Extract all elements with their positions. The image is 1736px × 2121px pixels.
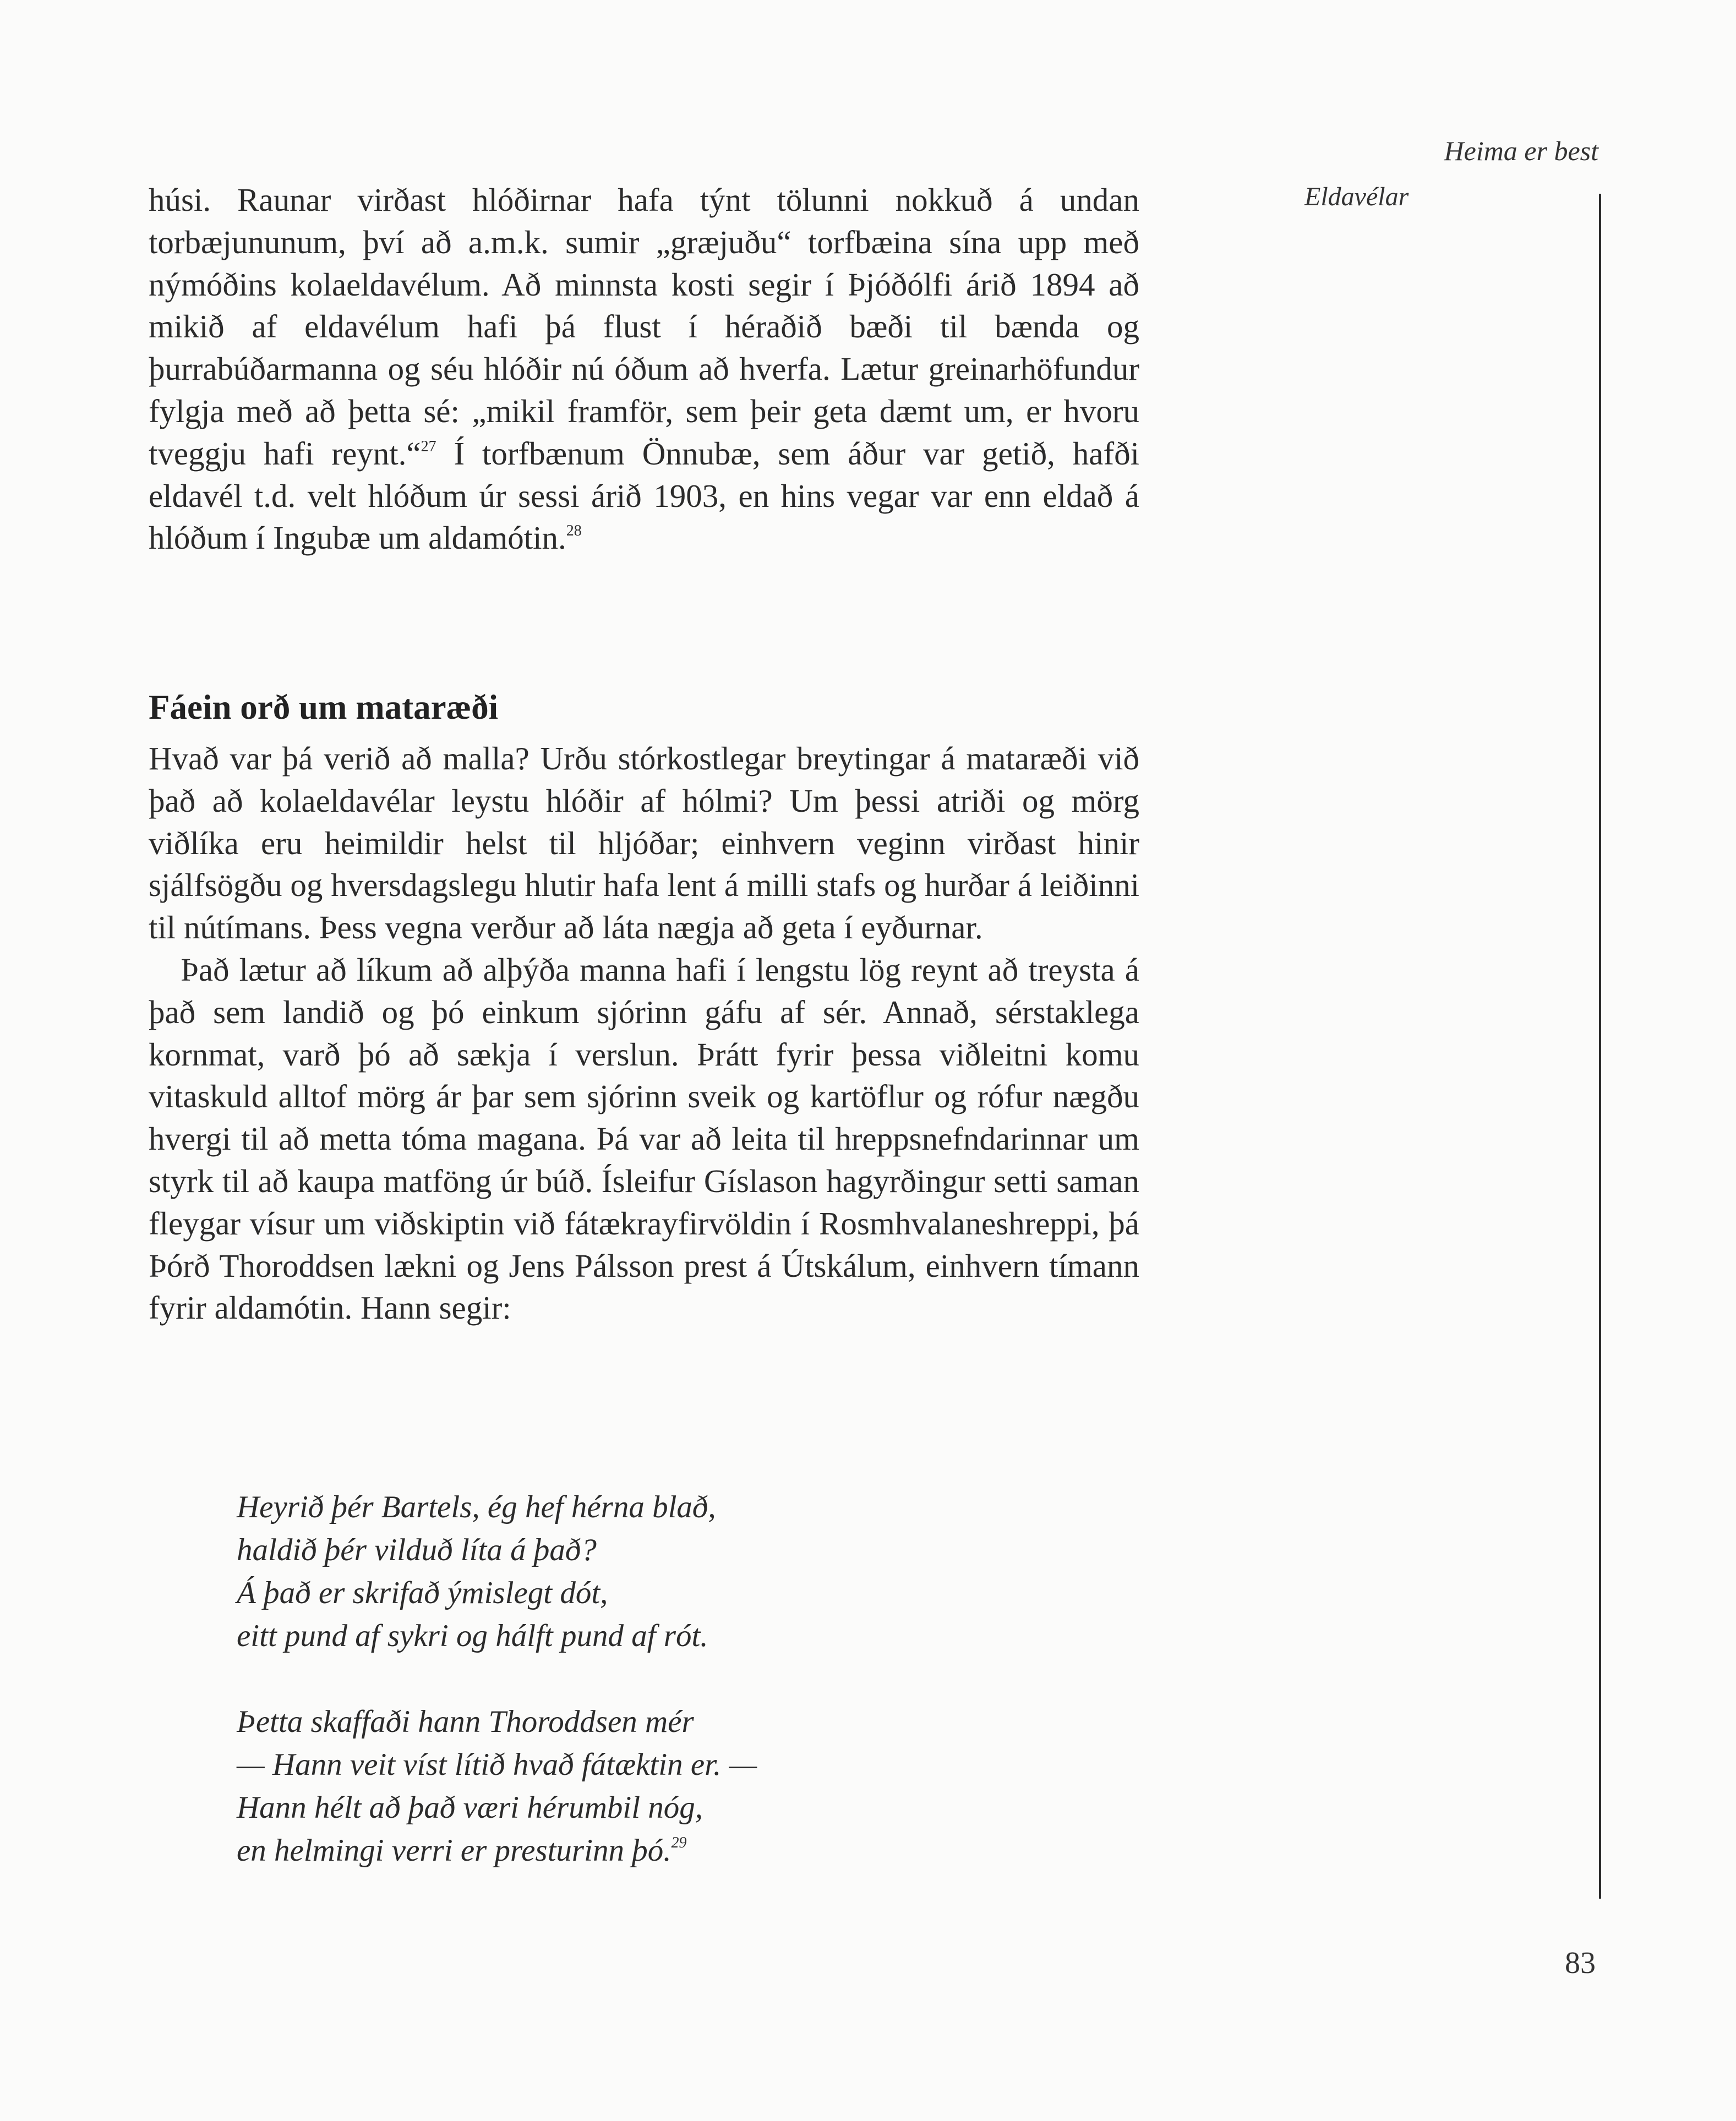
section-paragraph-1: Hvað var þá verið að malla? Urðu stórkostlegar breytingar á mataræði við það að kolaeldavélar leystu hlóðir af hólmi? Um þessi atriði og mörg viðlíka eru heimildir helst til hljóðar; einhvern veginn virðast hinir sjálfsögðu og hversdagslegu hlutir hafa lent á milli stafs og hurðar á leiðinni til nútímans. Þess vegna verður að láta nægja að geta í eyðurnar. xyxy=(149,740,1139,946)
page-number: 83 xyxy=(1565,1946,1596,1980)
footnote-ref-28: 28 xyxy=(566,522,582,540)
verse-line: Heyrið þér Bartels, ég hef hérna blað, xyxy=(237,1490,716,1524)
margin-rule xyxy=(1599,194,1601,1899)
paragraph-text-continued: Í torfbænum Önnubæ, sem áður var getið, hafði eldavél t.d. velt hlóðum úr sessi árið 1903, en hins vegar var enn eldað á hlóðum í Ingubæ um aldamótin. xyxy=(149,435,1139,556)
section-mataraedi xyxy=(149,682,1139,1329)
verse-stanza-2 xyxy=(237,1701,757,1872)
opening-paragraph-block xyxy=(149,179,1139,559)
opening-paragraph xyxy=(149,179,1139,559)
verse-line: — Hann veit víst lítið hvað fátæktin er. — xyxy=(237,1747,757,1782)
section-paragraph-2: Það lætur að líkum að alþýða manna hafi í lengstu lög reynt að treysta á það sem landið og þó einkum sjórinn gáfu af sér. Annað, sérstaklega kornmat, varð þó að sækja í verslun. Þrátt fyrir þessa viðleitni komu vitaskuld alltof mörg ár þar sem sjórinn sveik og kartöflur og rófur nægðu hvergi til að metta tóma magana. Þá var að leita til hreppsnefndarinnar um styrk til að kaupa matföng úr búð. Ísleifur Gíslason hagyrðingur setti saman fleygar vísur um viðskiptin við fátækrayfirvöldin í Rosmhvalaneshreppi, þá Þórð Thoroddsen lækni og Jens Pálsson prest á Útskálum, einhvern tímann fyrir aldamótin. Hann segir: xyxy=(149,951,1139,1326)
verse-line: Á það er skrifað ýmislegt dót, xyxy=(237,1576,608,1610)
footnote-ref-27: 27 xyxy=(421,438,436,455)
margin-note: Eldavélar xyxy=(1304,182,1409,211)
section-heading: Fáein orð um mataræði xyxy=(149,688,499,726)
verse-line: haldið þér vilduð líta á það? xyxy=(237,1533,597,1567)
verse-line-last xyxy=(237,1829,757,1872)
verse-line: Þetta skaffaði hann Thoroddsen mér xyxy=(237,1704,694,1739)
footnote-ref-29: 29 xyxy=(671,1834,687,1851)
verse-stanza-1 xyxy=(237,1486,716,1658)
running-head-title: Heima er best xyxy=(1444,135,1598,166)
verse-line-text: en helmingi verri er presturinn þó. xyxy=(237,1833,672,1868)
verse-line: Hann hélt að það væri hérumbil nóg, xyxy=(237,1790,703,1825)
paragraph-text: húsi. Raunar virðast hlóðirnar hafa týnt tölunni nokkuð á undan torbæjununum, því að a.m.k. sumir „græjuðu“ torfbæina sína upp með nýmóðins kolaeldavélum. Að minnsta kosti segir í Þjóðólfi árið 1894 að mikið af eldavélum hafi þá flust í héraðið bæði til bænda og þurrabúðarmanna og séu hlóðir nú óðum að hverfa. Lætur greinarhöfundur fylgja með að þetta sé: „mikil framför, sem þeir geta dæmt um, er hvoru tveggju hafi reynt.“ xyxy=(149,182,1139,472)
verse-line: eitt pund af sykri og hálft pund af rót. xyxy=(237,1619,708,1653)
